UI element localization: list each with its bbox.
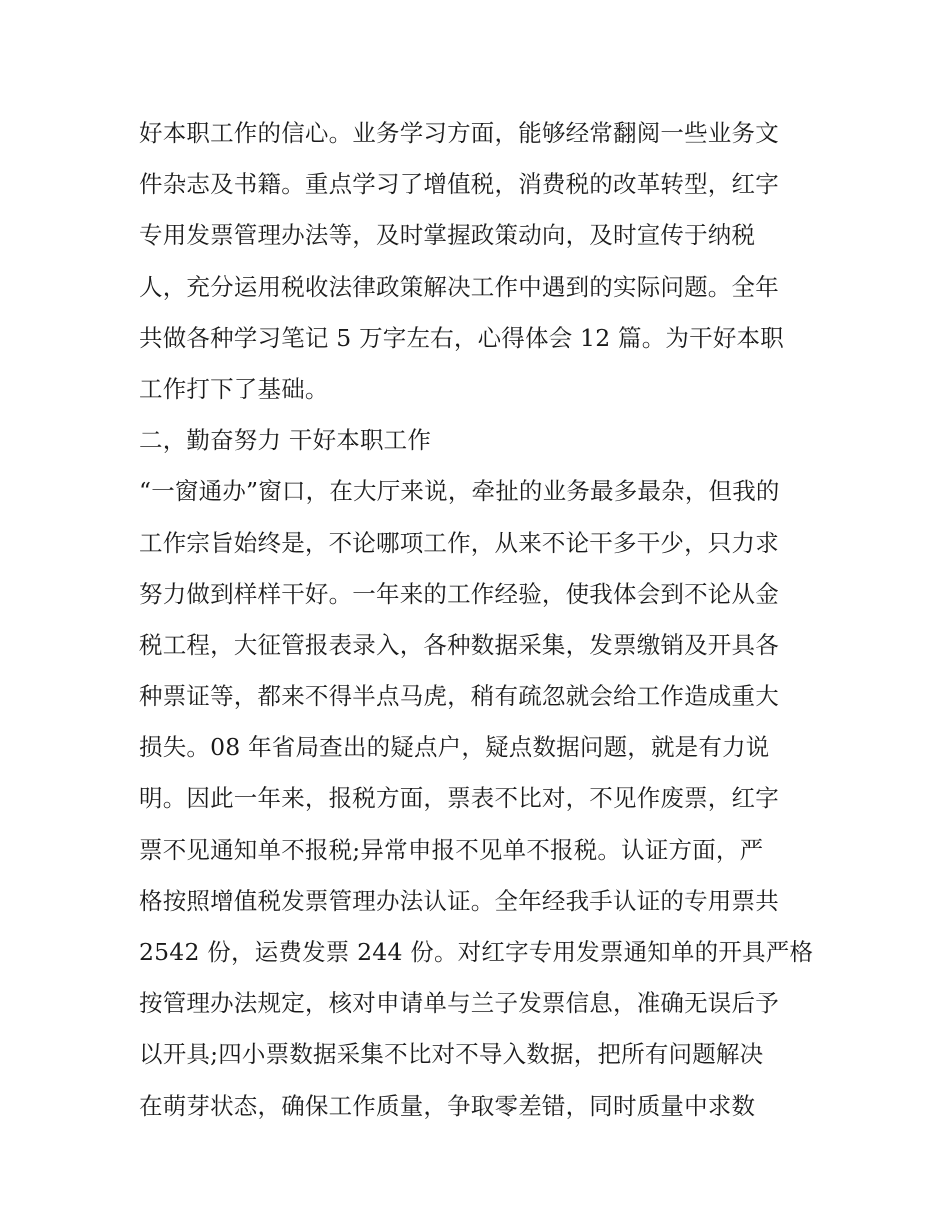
text-line: 按管理办法规定，核对申请单与兰子发票信息，准确无误后予 <box>139 989 779 1018</box>
text-line: 共做各种学习笔记 5 万字左右，心得体会 12 篇。为干好本职 <box>139 323 784 352</box>
text-line: 税工程，大征管报表录入，各种数据采集，发票缴销及开具各 <box>139 630 779 659</box>
text-line: 明。因此一年来，报税方面，票表不比对，不见作废票，红字 <box>139 784 779 813</box>
text-line: 好本职工作的信心。业务学习方面，能够经常翻阅一些业务文 <box>139 119 779 147</box>
text-line: 格按照增值税发票管理办法认证。全年经我手认证的专用票共 <box>139 886 779 915</box>
body-text <box>139 108 819 1132</box>
text-line: 在萌芽状态，确保工作质量，争取零差错，同时质量中求数 <box>139 1091 756 1120</box>
text-line: 损失。08 年省局查出的疑点户，疑点数据问题，就是有力说 <box>139 733 770 762</box>
text-line: 工作打下了基础。 <box>139 374 329 403</box>
text-line: 件杂志及书籍。重点学习了增值税，消费税的改革转型，红字 <box>139 170 779 199</box>
text-line: 努力做到样样干好。一年来的工作经验，使我体会到不论从金 <box>139 579 779 608</box>
text-line: “一窗通办”窗口，在大厅来说，牵扯的业务最多最杂，但我的 <box>139 477 780 506</box>
text-line: 工作宗旨始终是，不论哪项工作，从来不论干多干少，只力求 <box>139 528 779 557</box>
text-line: 人，充分运用税收法律政策解决工作中遇到的实际问题。全年 <box>139 272 779 301</box>
text-line: 种票证等，都来不得半点马虎，稍有疏忽就会给工作造成重大 <box>139 682 779 711</box>
text-line: 以开具;四小票数据采集不比对不导入数据，把所有问题解决 <box>139 1040 764 1069</box>
text-line: 票不见通知单不报税;异常申报不见单不报税。认证方面，严 <box>139 835 764 864</box>
section-heading: 二，勤奋努力 干好本职工作 <box>139 426 432 455</box>
text-line: 专用发票管理办法等，及时掌握政策动向，及时宣传于纳税 <box>139 221 756 250</box>
text-line: 2542 份，运费发票 244 份。对红字专用发票通知单的开具严格 <box>139 938 814 966</box>
